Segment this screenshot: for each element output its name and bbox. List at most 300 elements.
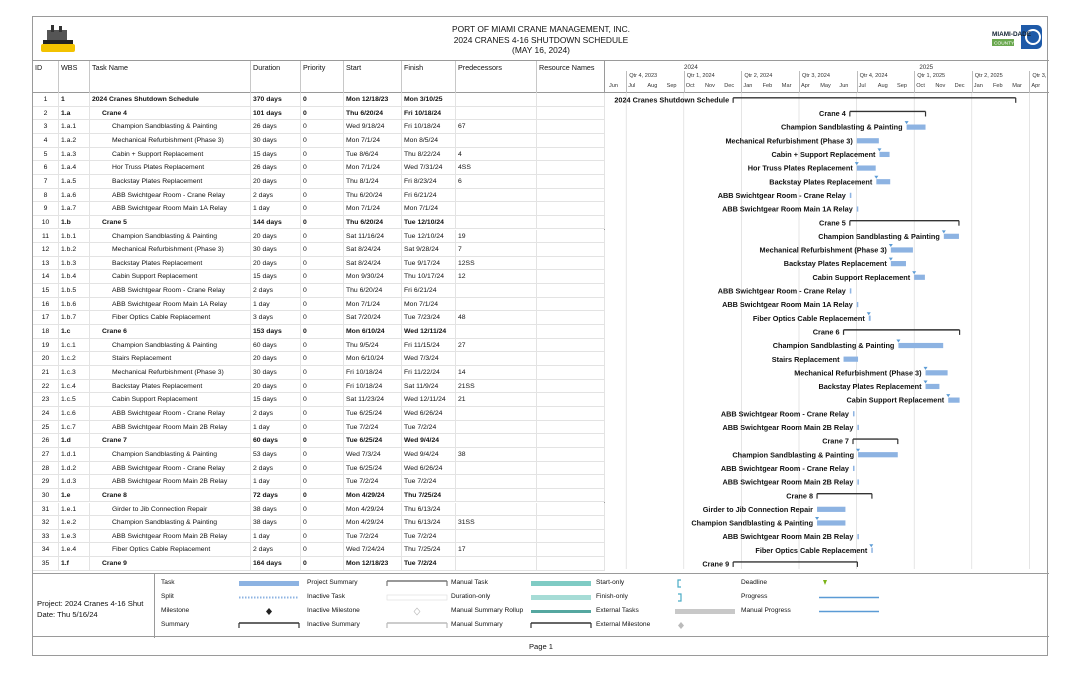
row-start: Mon 9/30/24 — [344, 270, 402, 284]
timescale-month: May — [820, 83, 831, 89]
dependency-arrow — [889, 258, 893, 261]
table-row[interactable] — [33, 270, 605, 284]
timescale-month: Aug — [647, 83, 658, 89]
table-row[interactable] — [33, 339, 605, 353]
task-bar — [858, 452, 898, 457]
row-priority: 0 — [301, 298, 344, 312]
dependency-arrow — [874, 176, 878, 179]
row-task-name: ABB Swichtgear Room - Crane Relay — [90, 284, 251, 298]
timescale-month: Jan — [973, 83, 983, 89]
bar-label: Mechanical Refurbishment (Phase 3) — [725, 136, 853, 146]
row-duration: 15 days — [251, 148, 301, 162]
bar-label: 2024 Cranes Shutdown Schedule — [614, 95, 730, 105]
table-row[interactable] — [33, 216, 605, 230]
table-row[interactable] — [33, 257, 605, 271]
row-start: Thu 6/20/24 — [344, 216, 402, 230]
row-wbs: 1.a.6 — [59, 189, 90, 203]
bar-label: Backstay Plates Replacement — [769, 177, 873, 187]
table-row[interactable] — [33, 380, 605, 394]
row-duration: 26 days — [251, 161, 301, 175]
row-predecessors — [456, 462, 537, 476]
legend-label: Manual Progress — [741, 607, 791, 614]
task-bar — [891, 247, 913, 252]
table-row[interactable] — [33, 503, 605, 517]
task-bar — [857, 534, 859, 539]
legend-symbol-icon — [385, 592, 449, 602]
table-row[interactable] — [33, 434, 605, 448]
row-duration: 20 days — [251, 230, 301, 244]
dependency-arrow — [924, 367, 928, 370]
table-row[interactable] — [33, 175, 605, 189]
row-predecessors: 27 — [456, 339, 537, 353]
dependency-arrow — [946, 394, 950, 397]
table-row[interactable] — [33, 557, 605, 571]
row-resource-names — [537, 325, 605, 339]
row-priority: 0 — [301, 339, 344, 353]
row-task-name: Girder to Jib Connection Repair — [90, 503, 251, 517]
table-row[interactable] — [33, 202, 605, 216]
row-resource-names — [537, 366, 605, 380]
row-finish: Tue 7/2/24 — [402, 557, 456, 571]
col-header-wbs[interactable]: WBS — [59, 61, 90, 93]
row-id: 13 — [33, 257, 59, 271]
row-resource-names — [537, 216, 605, 230]
row-duration: 53 days — [251, 448, 301, 462]
row-predecessors: 6 — [456, 175, 537, 189]
legend-project-name: Project: 2024 Cranes 4-16 Shut — [37, 599, 144, 608]
row-predecessors — [456, 93, 537, 107]
row-id: 33 — [33, 530, 59, 544]
row-id: 20 — [33, 352, 59, 366]
row-duration: 1 day — [251, 202, 301, 216]
row-finish: Tue 7/2/24 — [402, 530, 456, 544]
row-predecessors — [456, 107, 537, 121]
row-finish: Tue 12/10/24 — [402, 230, 456, 244]
row-resource-names — [537, 516, 605, 530]
dependency-arrow — [905, 121, 909, 124]
task-bar — [944, 234, 959, 239]
row-priority: 0 — [301, 448, 344, 462]
table-row[interactable] — [33, 298, 605, 312]
legend-label: Progress — [741, 593, 768, 600]
timescale — [605, 61, 1049, 93]
row-priority: 0 — [301, 475, 344, 489]
table-row[interactable] — [33, 352, 605, 366]
row-task-name: ABB Swichtgear Room - Crane Relay — [90, 189, 251, 203]
row-resource-names — [537, 175, 605, 189]
legend-symbol-icon — [529, 620, 593, 630]
bar-label: Fiber Optics Cable Replacement — [752, 313, 865, 323]
row-task-name: Champion Sandblasting & Painting — [90, 120, 251, 134]
bar-label: Mechanical Refurbishment (Phase 3) — [759, 245, 887, 255]
row-finish: Thu 8/22/24 — [402, 148, 456, 162]
legend-project-date: Date: Thu 5/16/24 — [37, 610, 98, 619]
legend-label: Inactive Summary — [307, 621, 360, 628]
legend-label: Duration-only — [451, 593, 491, 600]
table-row[interactable] — [33, 120, 605, 134]
legend-symbol-icon — [817, 606, 881, 616]
row-resource-names — [537, 543, 605, 557]
col-header-predecessors[interactable]: Predecessors — [456, 61, 537, 93]
timescale-quarter: Qtr 4, 2023 — [629, 73, 658, 79]
row-resource-names — [537, 557, 605, 571]
row-task-name: Crane 5 — [90, 216, 251, 230]
row-resource-names — [537, 161, 605, 175]
row-duration: 1 day — [251, 530, 301, 544]
bar-label: Girder to Jib Connection Repair — [702, 504, 814, 514]
report-title — [333, 24, 749, 56]
timescale-month: Feb — [993, 83, 1003, 89]
timescale-divider — [626, 71, 627, 93]
legend-symbol-icon — [385, 578, 449, 588]
row-duration: 2 days — [251, 462, 301, 476]
row-task-name: Mechanical Refurbishment (Phase 3) — [90, 366, 251, 380]
legend-symbol-icon — [817, 592, 881, 602]
table-row[interactable] — [33, 448, 605, 462]
timescale-month: Nov — [935, 83, 946, 89]
row-task-name: ABB Swichtgear Room Main 2B Relay — [90, 530, 251, 544]
task-bar — [871, 548, 873, 553]
row-predecessors: 67 — [456, 120, 537, 134]
bar-label: ABB Swichtgear Room - Crane Relay — [720, 409, 849, 419]
task-bar — [857, 206, 859, 211]
row-id: 22 — [33, 380, 59, 394]
row-predecessors — [456, 475, 537, 489]
row-resource-names — [537, 434, 605, 448]
table-row[interactable] — [33, 393, 605, 407]
legend-label: Inactive Milestone — [307, 607, 360, 614]
row-resource-names — [537, 270, 605, 284]
row-duration: 20 days — [251, 257, 301, 271]
timescale-divider — [972, 71, 973, 93]
bar-label: Crane 4 — [819, 109, 846, 119]
row-finish: Thu 6/13/24 — [402, 503, 456, 517]
row-finish: Fri 10/18/24 — [402, 120, 456, 134]
task-bar — [853, 466, 855, 471]
row-priority: 0 — [301, 216, 344, 230]
row-priority: 0 — [301, 311, 344, 325]
bar-label: Cabin + Support Replacement — [771, 150, 876, 160]
task-bar — [926, 370, 948, 375]
row-predecessors — [456, 134, 537, 148]
row-task-name: Cabin Support Replacement — [90, 270, 251, 284]
row-predecessors: 38 — [456, 448, 537, 462]
table-row[interactable] — [33, 93, 605, 107]
task-table — [33, 61, 605, 569]
legend-symbol-icon — [529, 578, 593, 588]
row-wbs: 1.d.2 — [59, 462, 90, 476]
table-row[interactable] — [33, 530, 605, 544]
row-id: 23 — [33, 393, 59, 407]
row-start: Mon 4/29/24 — [344, 489, 402, 503]
row-id: 6 — [33, 161, 59, 175]
row-duration: 101 days — [251, 107, 301, 121]
col-header-task-name[interactable]: Task Name — [90, 61, 251, 93]
row-priority: 0 — [301, 243, 344, 257]
table-row[interactable] — [33, 311, 605, 325]
row-resource-names — [537, 202, 605, 216]
row-predecessors — [456, 298, 537, 312]
col-header-priority[interactable]: Priority — [301, 61, 344, 93]
row-start: Fri 10/18/24 — [344, 366, 402, 380]
table-row[interactable] — [33, 475, 605, 489]
legend-label: Project Summary — [307, 579, 358, 586]
table-row[interactable] — [33, 161, 605, 175]
table-row[interactable] — [33, 489, 605, 503]
row-duration: 38 days — [251, 503, 301, 517]
bar-label: Crane 6 — [812, 327, 840, 337]
row-finish: Tue 7/23/24 — [402, 311, 456, 325]
bar-label: Champion Sandblasting & Painting — [732, 450, 855, 460]
row-id: 35 — [33, 557, 59, 571]
legend-symbol-icon — [817, 578, 881, 588]
row-id: 27 — [33, 448, 59, 462]
dependency-arrow — [889, 244, 893, 247]
row-wbs: 1.e.2 — [59, 516, 90, 530]
row-predecessors — [456, 421, 537, 435]
row-finish: Mon 3/10/25 — [402, 93, 456, 107]
row-wbs: 1.c.3 — [59, 366, 90, 380]
row-wbs: 1.a.5 — [59, 175, 90, 189]
row-resource-names — [537, 257, 605, 271]
task-bar — [817, 507, 845, 512]
row-duration: 1 day — [251, 421, 301, 435]
row-wbs: 1.d.3 — [59, 475, 90, 489]
legend-symbol-icon — [673, 620, 737, 630]
bar-label: Champion Sandblasting & Painting — [691, 518, 814, 528]
bar-label: Backstay Plates Replacement — [818, 382, 922, 392]
timescale-divider — [1029, 71, 1030, 93]
row-predecessors — [456, 189, 537, 203]
timescale-month: Nov — [705, 83, 715, 89]
task-bar — [898, 343, 943, 348]
row-id: 12 — [33, 243, 59, 257]
row-finish: Tue 9/17/24 — [402, 257, 456, 271]
row-task-name: Cabin + Support Replacement — [90, 148, 251, 162]
bar-label: Mechanical Refurbishment (Phase 3) — [794, 368, 922, 378]
row-resource-names — [537, 489, 605, 503]
row-task-name: Champion Sandblasting & Painting — [90, 516, 251, 530]
bar-label: Crane 9 — [702, 559, 730, 569]
row-finish: Fri 11/15/24 — [402, 339, 456, 353]
dependency-arrow — [867, 312, 871, 315]
row-resource-names — [537, 530, 605, 544]
row-start: Wed 7/3/24 — [344, 448, 402, 462]
table-row[interactable] — [33, 284, 605, 298]
row-finish: Fri 8/23/24 — [402, 175, 456, 189]
row-resource-names — [537, 380, 605, 394]
row-task-name: Fiber Optics Cable Replacement — [90, 311, 251, 325]
row-finish: Thu 6/13/24 — [402, 516, 456, 530]
row-resource-names — [537, 352, 605, 366]
bar-label: Crane 8 — [786, 491, 814, 501]
row-start: Sat 11/23/24 — [344, 393, 402, 407]
row-predecessors — [456, 407, 537, 421]
timescale-divider — [741, 71, 742, 93]
row-wbs: 1.c.1 — [59, 339, 90, 353]
row-start: Mon 7/1/24 — [344, 202, 402, 216]
row-finish: Wed 12/11/24 — [402, 325, 456, 339]
row-priority: 0 — [301, 284, 344, 298]
legend-label: Finish-only — [596, 593, 628, 600]
timescale-quarter: Qtr 1, 2024 — [686, 73, 715, 79]
row-priority: 0 — [301, 407, 344, 421]
page-frame — [32, 16, 1048, 656]
row-predecessors: 7 — [456, 243, 537, 257]
timescale-divider — [799, 71, 800, 93]
task-bar — [857, 425, 859, 430]
row-task-name: Crane 8 — [90, 489, 251, 503]
row-wbs: 1.b.3 — [59, 257, 90, 271]
timescale-quarter: Qtr 1, 2025 — [917, 73, 946, 79]
row-duration: 20 days — [251, 380, 301, 394]
row-id: 24 — [33, 407, 59, 421]
row-predecessors: 4SS — [456, 161, 537, 175]
row-duration: 144 days — [251, 216, 301, 230]
col-header-duration[interactable]: Duration — [251, 61, 301, 93]
row-predecessors: 21 — [456, 393, 537, 407]
row-duration: 38 days — [251, 516, 301, 530]
row-predecessors: 17 — [456, 543, 537, 557]
dependency-arrow — [869, 544, 873, 547]
row-task-name: Crane 7 — [90, 434, 251, 448]
row-task-name: ABB Swichtgear Room Main 2B Relay — [90, 475, 251, 489]
row-predecessors — [456, 325, 537, 339]
row-priority: 0 — [301, 366, 344, 380]
timescale-month: Mar — [1012, 83, 1022, 89]
row-wbs: 1.c.7 — [59, 421, 90, 435]
task-bar — [817, 520, 845, 525]
row-id: 19 — [33, 339, 59, 353]
timescale-quarter: Qtr 2, 2024 — [744, 73, 773, 79]
row-wbs: 1.b.6 — [59, 298, 90, 312]
row-wbs: 1.c.4 — [59, 380, 90, 394]
legend-symbol-icon — [237, 606, 301, 616]
row-predecessors: 14 — [456, 366, 537, 380]
row-resource-names — [537, 311, 605, 325]
row-wbs: 1.a.3 — [59, 148, 90, 162]
bar-label: Backstay Plates Replacement — [783, 259, 887, 269]
row-task-name: ABB Swichtgear Room Main 2B Relay — [90, 421, 251, 435]
col-header-resource-names[interactable]: Resource Names — [539, 63, 595, 72]
row-finish: Wed 9/4/24 — [402, 434, 456, 448]
bar-label: ABB Swichtgear Room - Crane Relay — [717, 190, 846, 200]
row-task-name: Backstay Plates Replacement — [90, 175, 251, 189]
row-predecessors: 19 — [456, 230, 537, 244]
table-row[interactable] — [33, 230, 605, 244]
row-priority: 0 — [301, 352, 344, 366]
row-priority: 0 — [301, 543, 344, 557]
bar-label: ABB Swichtgear Room - Crane Relay — [720, 463, 849, 473]
table-row[interactable] — [33, 325, 605, 339]
task-bar — [844, 357, 859, 362]
row-priority: 0 — [301, 462, 344, 476]
timescale-month: Mar — [781, 83, 792, 89]
row-task-name: Hor Truss Plates Replacement — [90, 161, 251, 175]
table-row[interactable] — [33, 134, 605, 148]
timescale-month: Oct — [685, 83, 695, 89]
bar-label: ABB Swichtgear Room Main 2B Relay — [722, 423, 854, 433]
row-priority: 0 — [301, 134, 344, 148]
table-row[interactable] — [33, 189, 605, 203]
row-duration: 72 days — [251, 489, 301, 503]
row-finish: Wed 7/31/24 — [402, 161, 456, 175]
dependency-arrow — [924, 380, 928, 383]
report-header — [33, 17, 1049, 61]
row-duration: 1 day — [251, 298, 301, 312]
col-header-id[interactable]: ID — [33, 61, 59, 93]
row-duration: 153 days — [251, 325, 301, 339]
table-row[interactable] — [33, 107, 605, 121]
task-bar — [853, 411, 855, 416]
logo-text-2: COUNTY — [994, 41, 1015, 47]
table-row[interactable] — [33, 243, 605, 257]
row-start: Tue 6/25/24 — [344, 462, 402, 476]
bar-label: Champion Sandblasting & Painting — [772, 341, 895, 351]
row-task-name: 2024 Cranes Shutdown Schedule — [90, 93, 251, 107]
table-row[interactable] — [33, 462, 605, 476]
row-finish: Wed 9/4/24 — [402, 448, 456, 462]
row-finish: Thu 7/25/24 — [402, 489, 456, 503]
table-row[interactable] — [33, 421, 605, 435]
row-finish: Wed 7/3/24 — [402, 352, 456, 366]
row-id: 30 — [33, 489, 59, 503]
row-resource-names — [537, 93, 605, 107]
row-priority: 0 — [301, 530, 344, 544]
dependency-arrow — [912, 271, 916, 274]
bar-label: Fiber Optics Cable Replacement — [755, 545, 868, 555]
timescale-quarter: Qtr 2, 2025 — [974, 73, 1003, 79]
timescale-divider — [914, 71, 915, 93]
timescale-month: Jun — [839, 83, 849, 89]
timescale-year: 2025 — [919, 64, 934, 71]
dependency-arrow — [855, 162, 859, 165]
row-start: Thu 6/20/24 — [344, 284, 402, 298]
row-priority: 0 — [301, 503, 344, 517]
table-row[interactable] — [33, 366, 605, 380]
row-finish: Tue 7/2/24 — [402, 475, 456, 489]
table-row[interactable] — [33, 407, 605, 421]
row-priority: 0 — [301, 148, 344, 162]
row-resource-names — [537, 284, 605, 298]
row-start: Mon 12/18/23 — [344, 93, 402, 107]
row-id: 26 — [33, 434, 59, 448]
table-row[interactable] — [33, 148, 605, 162]
task-bar — [914, 275, 925, 280]
table-row[interactable] — [33, 543, 605, 557]
row-id: 21 — [33, 366, 59, 380]
bar-label: Hor Truss Plates Replacement — [747, 163, 853, 173]
row-id: 10 — [33, 216, 59, 230]
row-duration: 60 days — [251, 434, 301, 448]
row-start: Thu 9/5/24 — [344, 339, 402, 353]
table-row[interactable] — [33, 516, 605, 530]
row-task-name: Backstay Plates Replacement — [90, 380, 251, 394]
col-header-start[interactable]: Start — [344, 61, 402, 93]
row-id: 8 — [33, 189, 59, 203]
row-resource-names — [537, 475, 605, 489]
row-start: Fri 10/18/24 — [344, 380, 402, 394]
col-header-finish[interactable]: Finish — [402, 61, 456, 93]
bar-label: ABB Swichtgear Room Main 2B Relay — [722, 477, 854, 487]
row-task-name: Crane 9 — [90, 557, 251, 571]
row-duration: 30 days — [251, 366, 301, 380]
row-finish: Sat 9/28/24 — [402, 243, 456, 257]
row-duration: 1 day — [251, 475, 301, 489]
row-id: 15 — [33, 284, 59, 298]
row-start: Mon 4/29/24 — [344, 516, 402, 530]
title-line-1: PORT OF MIAMI CRANE MANAGEMENT, INC. — [452, 24, 630, 34]
